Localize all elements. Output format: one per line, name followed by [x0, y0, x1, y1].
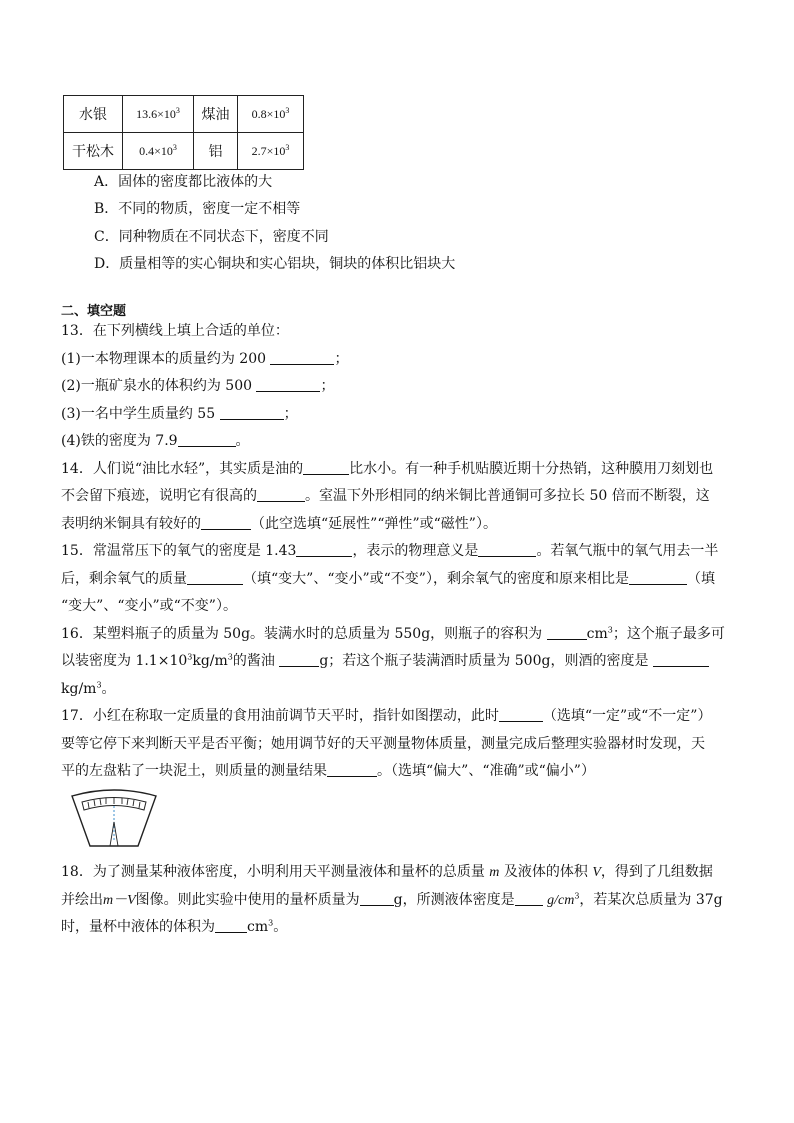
table-cell: 干松木 — [64, 133, 123, 170]
option-c: C．同种物质在不同状态下，密度不同 — [94, 229, 329, 245]
q16-line-2: 以装密度为 $1.1\times 10^3kg/m^3$的酱油 g；若这个瓶子装满酒时质量为 500g，则酒的密度是 — [61, 652, 709, 670]
q18-line-2: 并绘出m－V图像。则此实验中使用的量杯质量为 g，所测液体密度是 $g/cm^3$，若某次总质量为 37g — [61, 891, 723, 908]
q13-item-3: (3)一名中学生质量约 55 ； — [61, 406, 298, 422]
table-cell: $13.6\times 10^3$ — [123, 96, 194, 133]
table-row — [64, 133, 304, 170]
q13-item-4: (4)铁的密度为 7.9 。 — [61, 433, 250, 449]
answer-blank[interactable] — [327, 762, 377, 777]
option-b: B．不同的物质，密度一定不相等 — [94, 201, 301, 217]
q16-line-1: 16．某塑料瓶子的质量为 50g。装满水时的总质量为 550g，则瓶子的容积为 $cm^3$；这个瓶子最多可 — [61, 625, 725, 642]
table-cell: $0.8\times 10^3$ — [238, 96, 304, 133]
table-cell: 煤油 — [194, 96, 238, 133]
option-d: D．质量相等的实心铜块和实心铝块，铜块的体积比铝块大 — [94, 256, 456, 272]
q15-line-3: “变大”、“变小”或“不变”）。 — [61, 598, 237, 614]
q13-stem: 13．在下列横线上填上合适的单位： — [61, 323, 289, 339]
q14-line-1: 14．人们说“油比水轻”，其实质是油的 比水小。有一种手机贴膜近期十分热销，这种膜用刀刻划也 — [61, 461, 714, 477]
answer-blank[interactable] — [296, 542, 352, 557]
q14-line-2: 不会留下痕迹，说明它有很高的 。室温下外形相同的纳米铜比普通铜可多拉长 50 倍而不断裂，这 — [61, 488, 710, 504]
density-table — [63, 95, 304, 170]
table-cell: 铝 — [194, 133, 238, 170]
table-cell: 水银 — [64, 96, 123, 133]
answer-blank[interactable] — [201, 515, 251, 530]
answer-blank[interactable] — [478, 542, 536, 557]
q17-line-2: 要等它停下来判断天平是否平衡；她用调节好的天平测量物体质量，测量完成后整理实验器材时发现，天 — [61, 736, 705, 752]
q17-line-1: 17．小红在称取一定质量的食用油前调节天平时，指针如图摆动，此时 （选填“一定”或“不一定”） — [61, 708, 712, 724]
answer-blank[interactable] — [515, 891, 543, 906]
table-cell: $0.4\times 10^3$ — [123, 133, 194, 170]
table-row — [64, 96, 304, 133]
answer-blank[interactable] — [187, 570, 243, 585]
q14-line-3: 表明纳米铜具有较好的 （此空选填“延展性”“弹性”或“磁性”）。 — [61, 516, 497, 532]
q17-line-3: 平的左盘粘了一块泥土，则质量的测量结果 。（选填“偏大”、“准确”或“偏小”） — [61, 763, 595, 779]
q15-line-1: 15．常温常压下的氧气的密度是 1.43 ，表示的物理意义是 。若氧气瓶中的氧气用去一半 — [61, 543, 719, 559]
q15-line-2: 后，剩余氧气的质量 （填“变大”、“变小”或“不变”），剩余氧气的密度和原来相比是 （填 — [61, 571, 715, 587]
answer-blank[interactable] — [499, 707, 543, 722]
balance-pointer-figure — [70, 786, 158, 850]
answer-blank[interactable] — [220, 405, 284, 420]
option-a: A．固体的密度都比液体的大 — [94, 174, 273, 190]
q18-line-3: 时，量杯中液体的体积为 $cm^3$。 — [61, 918, 288, 935]
q16-line-3: $kg/m^3$。 — [61, 680, 116, 697]
answer-blank[interactable] — [360, 891, 394, 906]
answer-blank[interactable] — [257, 487, 305, 502]
answer-blank[interactable] — [279, 652, 319, 667]
q13-item-1: (1)一本物理课本的质量约为 200 ； — [61, 351, 349, 367]
answer-blank[interactable] — [270, 350, 334, 365]
section-heading: 二、填空题 — [61, 304, 127, 319]
answer-blank[interactable] — [629, 570, 687, 585]
q18-line-1: 18．为了测量某种液体密度，小明利用天平测量液体和量杯的总质量 m 及液体的体积 V，得到了几组数据 — [61, 864, 713, 880]
answer-blank[interactable] — [547, 625, 587, 640]
answer-blank[interactable] — [653, 652, 709, 667]
table-cell: $2.7\times 10^3$ — [238, 133, 304, 170]
answer-blank[interactable] — [178, 432, 236, 447]
answer-blank[interactable] — [215, 918, 247, 933]
q13-item-2: (2)一瓶矿泉水的体积约为 500 ； — [61, 378, 335, 394]
answer-blank[interactable] — [303, 460, 349, 475]
answer-blank[interactable] — [256, 377, 320, 392]
